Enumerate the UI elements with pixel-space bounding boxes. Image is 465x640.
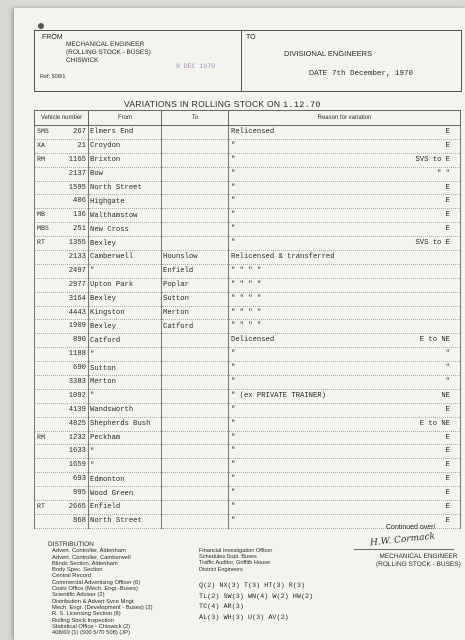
distribution-line: Blinds Section, Aldenham — [52, 560, 118, 567]
from-cell: " — [89, 264, 162, 278]
reason-status: E — [445, 128, 450, 136]
vehicle-number: 4443 — [68, 308, 86, 317]
reason-cell — [229, 181, 461, 195]
vehicle-cell — [35, 139, 89, 153]
table-row — [35, 126, 461, 140]
from-cell: North Street — [89, 181, 162, 195]
vehicle-number: 1165 — [68, 155, 86, 164]
from-cell: Elmers End — [89, 126, 162, 140]
reason-text: " — [231, 155, 236, 164]
to-cell — [162, 403, 229, 417]
reason-status: E — [445, 183, 450, 192]
reason-text: " " " " — [231, 294, 262, 303]
to-cell: Sutton — [162, 292, 229, 306]
reason-text: " — [231, 516, 236, 525]
col-from: From — [89, 111, 162, 126]
distribution-line: Distribution & Advert Svce Mngt — [52, 598, 134, 605]
vehicle-number: 1092 — [68, 391, 86, 400]
vehicle-cell — [35, 251, 89, 265]
to-cell — [162, 487, 229, 501]
from-cell: Highgate — [89, 195, 162, 209]
date-value: 7th December, 1970 — [332, 70, 414, 78]
reason-status: E — [445, 475, 450, 484]
distribution-list — [48, 542, 153, 636]
vehicle-class: RM — [37, 155, 45, 163]
to-cell: Merton — [162, 306, 229, 320]
vehicle-cell — [35, 264, 89, 278]
reason-cell — [229, 501, 461, 515]
from-cell: New Cross — [89, 223, 162, 237]
col-vehicle: Vehicle number — [35, 111, 89, 126]
table-row — [35, 209, 461, 223]
to-value: DIVISIONAL ENGINEERS — [284, 49, 373, 58]
from-cell: Shepherds Bush — [89, 417, 162, 431]
vehicle-number: 868 — [73, 516, 86, 525]
to-cell — [162, 334, 229, 348]
reason-cell — [229, 153, 461, 167]
from-cell: Bexley — [89, 237, 162, 251]
vehicle-cell — [35, 501, 89, 515]
reason-text: " — [231, 350, 236, 359]
title-date: 1.12.70 — [283, 100, 321, 110]
vehicle-cell — [35, 348, 89, 362]
vehicle-class: RT — [37, 503, 45, 511]
vehicle-number: 1232 — [68, 433, 86, 442]
table-row — [35, 237, 461, 251]
variations-table — [34, 110, 461, 529]
header-divider — [241, 31, 242, 91]
table-row — [35, 167, 461, 181]
from-line-2: (ROLLING STOCK - BUSES) — [66, 49, 151, 56]
distribution-lines — [48, 548, 153, 636]
vehicle-number: 136 — [73, 211, 86, 220]
reason-status: E — [445, 461, 450, 470]
vehicle-number: 1188 — [68, 350, 86, 359]
distribution-line: Costs Office (Mech. Engr.-Buses) — [52, 586, 138, 593]
vehicle-cell — [35, 334, 89, 348]
reason-text: " " " " — [231, 280, 262, 289]
from-cell: Camberwell — [89, 251, 162, 265]
vehicle-number: 2665 — [68, 503, 86, 512]
vehicle-cell — [35, 306, 89, 320]
to-cell — [162, 348, 229, 362]
vehicle-cell — [35, 459, 89, 473]
codes-line: TC(4) AR(3) — [199, 603, 244, 611]
from-cell: Walthamstow — [89, 209, 162, 223]
reason-text: " — [231, 169, 236, 178]
table-row — [35, 278, 461, 292]
distribution-line: R. S. Licensing Section (8) — [52, 611, 121, 618]
from-cell: Bow — [89, 167, 162, 181]
reason-text: Relicensed & transferred — [231, 253, 335, 262]
to-cell — [162, 473, 229, 487]
continued-note: Continued over/ — [386, 524, 436, 531]
reason-cell — [229, 126, 461, 140]
from-line-3: CHISWICK — [66, 57, 99, 64]
reason-text: " (ex PRIVATE TRAINER) — [231, 391, 326, 400]
reason-text: " — [231, 475, 236, 484]
reason-text: " — [231, 419, 236, 428]
table-row — [35, 251, 461, 265]
vehicle-number: 1633 — [68, 447, 86, 456]
officer-line: District Engineers — [199, 566, 243, 573]
vehicle-cell — [35, 445, 89, 459]
reason-cell — [229, 459, 461, 473]
table-body — [35, 126, 461, 529]
to-cell — [162, 445, 229, 459]
reason-text: " — [231, 378, 236, 387]
vehicle-cell — [35, 209, 89, 223]
to-cell — [162, 459, 229, 473]
reason-cell — [229, 473, 461, 487]
signoff-block — [376, 553, 461, 569]
reason-text: " — [231, 433, 236, 442]
reason-status: " — [445, 364, 450, 373]
document-sheet — [14, 8, 465, 640]
reason-text: " — [231, 225, 236, 234]
vehicle-number: 693 — [73, 475, 86, 484]
distribution-line: Body Spec. Section — [52, 567, 103, 574]
table-row — [35, 403, 461, 417]
reason-text: " — [231, 503, 236, 512]
table-row — [35, 501, 461, 515]
reason-status: E — [445, 503, 450, 512]
vehicle-number: 1659 — [68, 461, 86, 470]
reason-status: " " — [437, 169, 450, 178]
col-to: To — [162, 111, 229, 126]
document-title — [124, 99, 321, 110]
to-cell — [162, 389, 229, 403]
vehicle-number: 690 — [73, 364, 86, 373]
table-row — [35, 487, 461, 501]
reason-status: E — [445, 489, 450, 498]
vehicle-cell — [35, 376, 89, 390]
distribution-line: Rolling Stock Inspection — [52, 617, 114, 624]
vehicle-number: 2977 — [68, 280, 86, 289]
vehicle-cell — [35, 417, 89, 431]
signoff-line-2: (ROLLING STOCK - BUSES) — [376, 561, 461, 568]
signature: H.W. Cormack — [369, 531, 436, 549]
reason-text: " — [231, 211, 236, 220]
codes-line: TL(2) SW(3) WN(4) W(2) HW(2) — [199, 592, 314, 601]
table-header-row — [35, 111, 461, 126]
reason-cell — [229, 417, 461, 431]
table-row — [35, 292, 461, 306]
from-line-1: MECHANICAL ENGINEER — [66, 41, 145, 48]
reason-cell — [229, 403, 461, 417]
reason-text: " — [231, 461, 236, 470]
from-cell: Croydon — [89, 139, 162, 153]
received-stamp: 9 DEC 1970 — [176, 63, 216, 70]
distribution-heading: DISTRIBUTION — [48, 541, 94, 548]
table-row — [35, 362, 461, 376]
table-row — [35, 376, 461, 390]
to-cell — [162, 514, 229, 528]
col-reason: Reason for variation — [229, 111, 461, 126]
to-cell — [162, 167, 229, 181]
table-row — [35, 417, 461, 431]
vehicle-cell — [35, 514, 89, 528]
officer-line: Financial Investigation Officer — [199, 548, 273, 554]
to-cell — [162, 501, 229, 515]
from-cell: " — [89, 459, 162, 473]
reason-text: " — [231, 447, 236, 456]
reason-cell — [229, 237, 461, 251]
vehicle-number: 995 — [73, 489, 86, 498]
to-cell: Poplar — [162, 278, 229, 292]
distribution-line: Mech. Engr. (Development - Buses) (2) — [52, 604, 153, 611]
reason-cell — [229, 139, 461, 153]
reason-status: E — [445, 405, 450, 414]
vehicle-cell — [35, 181, 89, 195]
reason-cell — [229, 487, 461, 501]
vehicle-cell — [35, 403, 89, 417]
vehicle-class: RT — [37, 239, 45, 247]
reason-status: E to NE — [419, 336, 450, 345]
to-cell — [162, 139, 229, 153]
vehicle-cell — [35, 362, 89, 376]
reason-cell — [229, 334, 461, 348]
table-row — [35, 473, 461, 487]
table-row — [35, 181, 461, 195]
reason-status: NE — [441, 391, 450, 400]
from-cell: Brixton — [89, 153, 162, 167]
officer-line: Schedules Supt. Buses — [199, 554, 257, 561]
vehicle-number: 4139 — [68, 405, 86, 414]
reason-cell — [229, 376, 461, 390]
vehicle-cell — [35, 153, 89, 167]
reason-status: E — [445, 433, 450, 442]
reason-status: E — [445, 225, 450, 234]
reason-text: " " " " — [231, 266, 262, 275]
vehicle-number: 890 — [73, 336, 86, 345]
from-cell: Bexley — [89, 320, 162, 334]
reason-text: " — [231, 364, 236, 373]
table-row — [35, 320, 461, 334]
signature-line — [354, 549, 454, 550]
reason-text: " — [231, 405, 236, 414]
to-cell — [162, 195, 229, 209]
to-label: TO — [246, 34, 256, 41]
from-cell: Bexley — [89, 292, 162, 306]
vehicle-cell — [35, 278, 89, 292]
vehicle-number: 2137 — [68, 169, 86, 178]
from-cell: Merton — [89, 376, 162, 390]
to-cell — [162, 431, 229, 445]
vehicle-number: 3164 — [68, 294, 86, 303]
reason-cell — [229, 445, 461, 459]
reason-text: " — [231, 141, 236, 150]
reason-status: E — [445, 141, 450, 150]
from-cell: North Street — [89, 514, 162, 528]
reason-text: " — [231, 183, 236, 192]
from-cell: Wood Green — [89, 487, 162, 501]
reason-cell — [229, 167, 461, 181]
from-cell: " — [89, 445, 162, 459]
vehicle-cell — [35, 473, 89, 487]
to-cell — [162, 362, 229, 376]
reason-text: Relicensed — [231, 128, 275, 136]
vehicle-cell — [35, 292, 89, 306]
vehicle-class: MB — [37, 211, 45, 219]
reason-cell — [229, 431, 461, 445]
distribution-line: 408/69 (1) (500 5/70 508) (JP) — [52, 630, 130, 637]
to-cell — [162, 126, 229, 140]
from-cell: Wandsworth — [89, 403, 162, 417]
to-cell — [162, 181, 229, 195]
officer-line: Traffic Auditor, Griffith House — [199, 560, 271, 567]
vehicle-number: 406 — [73, 197, 86, 206]
distribution-line: Central Record — [52, 573, 91, 580]
table-row — [35, 264, 461, 278]
from-cell: Upton Park — [89, 278, 162, 292]
reason-cell — [229, 264, 461, 278]
table-row — [35, 139, 461, 153]
vehicle-number: 1355 — [68, 239, 86, 248]
vehicle-cell — [35, 195, 89, 209]
from-label: FROM — [42, 34, 63, 41]
title-text: VARIATIONS IN ROLLING STOCK ON — [124, 99, 281, 109]
date-label: DATE — [309, 70, 328, 77]
reason-status: E — [445, 516, 450, 525]
table-row — [35, 334, 461, 348]
vehicle-class: MBS — [37, 225, 49, 233]
vehicle-cell — [35, 126, 89, 140]
vehicle-number: 4825 — [68, 419, 86, 428]
from-cell: " — [89, 348, 162, 362]
table-row — [35, 153, 461, 167]
codes-line: Q(2) NX(3) T(3) HT(3) R(3) — [199, 582, 306, 590]
to-cell — [162, 153, 229, 167]
distribution-line: Commercial Advertising Officer (6) — [52, 579, 141, 586]
reason-text: " " " " — [231, 308, 262, 317]
vehicle-number: 1909 — [68, 322, 86, 331]
distribution-line: Scientific Adviser (2) — [52, 592, 105, 599]
reason-cell — [229, 292, 461, 306]
vehicle-number: 267 — [73, 128, 86, 136]
punch-hole — [38, 23, 44, 29]
reason-status: SVS to E — [415, 239, 450, 248]
to-cell: Catford — [162, 320, 229, 334]
reason-cell — [229, 320, 461, 334]
vehicle-cell — [35, 431, 89, 445]
table-row — [35, 459, 461, 473]
reason-text: " — [231, 239, 236, 248]
vehicle-cell — [35, 320, 89, 334]
officers-list — [199, 548, 272, 573]
reason-cell — [229, 195, 461, 209]
codes-line: AL(3) WH(3) U(3) AV(2) — [199, 613, 289, 622]
vehicle-number: 1595 — [68, 183, 86, 192]
reason-status: E to NE — [419, 419, 450, 428]
table-row — [35, 306, 461, 320]
table-row — [35, 431, 461, 445]
to-cell — [162, 209, 229, 223]
reason-status: SVS to E — [415, 155, 450, 164]
vehicle-cell — [35, 223, 89, 237]
table-row — [35, 195, 461, 209]
to-cell: Enfield — [162, 264, 229, 278]
from-cell: Enfield — [89, 501, 162, 515]
table-row — [35, 223, 461, 237]
distribution-line: Advert. Controller, Aldenham — [52, 548, 126, 555]
vehicle-number: 251 — [73, 225, 86, 234]
reason-status: " — [445, 378, 450, 387]
reason-text: Delicensed — [231, 336, 275, 345]
signoff-line-1: MECHANICAL ENGINEER — [379, 553, 458, 560]
distribution-line: Statistical Office - Chiswick (2) — [52, 623, 131, 630]
vehicle-class: XA — [37, 141, 45, 149]
table-row — [35, 389, 461, 403]
from-cell: Sutton — [89, 362, 162, 376]
reason-status: " — [445, 350, 450, 359]
vehicle-cell — [35, 389, 89, 403]
reason-text: " " " " — [231, 322, 262, 331]
reason-cell — [229, 209, 461, 223]
to-cell: Hounslow — [162, 251, 229, 265]
reference: Ref: 508/1 — [40, 74, 66, 80]
from-cell: Catford — [89, 334, 162, 348]
reason-status: E — [445, 447, 450, 456]
reason-text: " — [231, 489, 236, 498]
vehicle-number: 2133 — [68, 253, 86, 262]
vehicle-number: 3383 — [68, 378, 86, 387]
vehicle-cell — [35, 167, 89, 181]
reason-text: " — [231, 197, 236, 206]
vehicle-class: SMS — [37, 128, 49, 135]
to-cell — [162, 223, 229, 237]
from-cell: Kingston — [89, 306, 162, 320]
from-cell: Edmonton — [89, 473, 162, 487]
reason-cell — [229, 306, 461, 320]
reason-cell — [229, 223, 461, 237]
to-cell — [162, 417, 229, 431]
vehicle-cell — [35, 237, 89, 251]
table-row — [35, 348, 461, 362]
vehicle-cell — [35, 487, 89, 501]
from-cell: " — [89, 389, 162, 403]
reason-cell — [229, 251, 461, 265]
reason-cell — [229, 362, 461, 376]
reason-cell — [229, 389, 461, 403]
garage-codes — [199, 581, 313, 623]
reason-status: E — [445, 211, 450, 220]
table-row — [35, 445, 461, 459]
distribution-line: Advert. Controller, Camberwell — [52, 554, 131, 561]
reason-cell — [229, 348, 461, 362]
to-cell — [162, 376, 229, 390]
vehicle-class: RM — [37, 433, 45, 441]
reason-status: E — [445, 197, 450, 206]
vehicle-number: 21 — [77, 141, 86, 150]
vehicle-number: 2497 — [68, 266, 86, 275]
to-cell — [162, 237, 229, 251]
from-cell: Peckham — [89, 431, 162, 445]
reason-cell — [229, 278, 461, 292]
